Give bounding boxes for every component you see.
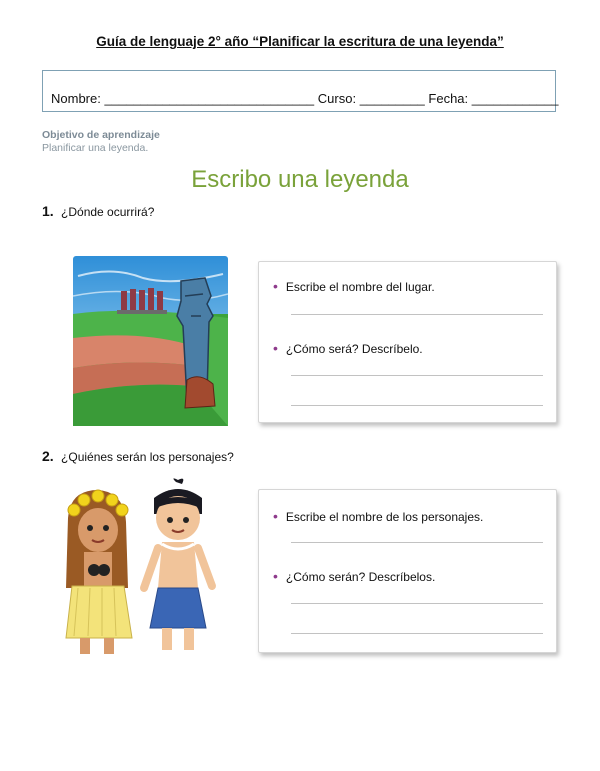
answer-line[interactable] bbox=[291, 542, 543, 543]
course-field[interactable]: _________ bbox=[359, 91, 425, 106]
student-info-box bbox=[42, 70, 559, 112]
question-2-number: 2. bbox=[42, 448, 54, 464]
characters-description-prompt bbox=[273, 568, 435, 584]
date-label: Fecha: bbox=[428, 91, 469, 106]
place-description-prompt bbox=[273, 340, 423, 356]
place-description-prompt-text: ¿Cómo será? Descríbelo. bbox=[285, 342, 423, 356]
answer-line[interactable] bbox=[291, 633, 543, 634]
answer-line[interactable] bbox=[291, 375, 543, 376]
place-answer-panel bbox=[258, 261, 557, 423]
moai-landscape-image bbox=[73, 256, 228, 426]
characters-answer-panel bbox=[258, 489, 557, 653]
question-1-number: 1. bbox=[42, 203, 54, 219]
bullet-icon: • bbox=[273, 508, 278, 524]
objective-text: Planificar una leyenda. bbox=[42, 142, 149, 154]
bullet-icon: • bbox=[273, 340, 278, 356]
question-1 bbox=[42, 203, 154, 219]
course-label: Curso: bbox=[317, 91, 357, 106]
question-2 bbox=[42, 448, 234, 464]
bullet-icon: • bbox=[273, 568, 278, 584]
easter-island-illustration bbox=[73, 256, 228, 426]
characters-description-prompt-text: ¿Cómo serán? Descríbelos. bbox=[285, 570, 436, 584]
answer-line[interactable] bbox=[291, 405, 543, 406]
main-heading: Escribo una leyenda bbox=[191, 166, 409, 193]
question-1-text: ¿Dónde ocurrirá? bbox=[61, 205, 155, 219]
date-field[interactable]: ____________ bbox=[471, 91, 559, 106]
characters-name-prompt-text: Escribe el nombre de los personajes. bbox=[285, 510, 484, 524]
question-2-text: ¿Quiénes serán los personajes? bbox=[61, 450, 234, 464]
worksheet-title: Guía de lenguaje 2° año “Planificar la escritura de una leyenda” bbox=[96, 34, 504, 49]
place-name-prompt bbox=[273, 278, 435, 294]
bullet-icon: • bbox=[273, 278, 278, 294]
objective-label: Objetivo de aprendizaje bbox=[42, 129, 160, 141]
characters-name-prompt bbox=[273, 508, 483, 524]
student-info-row bbox=[51, 91, 559, 106]
answer-line[interactable] bbox=[291, 314, 543, 315]
characters-illustration bbox=[58, 478, 220, 660]
polynesian-children-image bbox=[58, 478, 220, 660]
name-label: Nombre: bbox=[51, 91, 101, 106]
name-field[interactable]: _____________________________ bbox=[104, 91, 315, 106]
place-name-prompt-text: Escribe el nombre del lugar. bbox=[285, 280, 435, 294]
answer-line[interactable] bbox=[291, 603, 543, 604]
